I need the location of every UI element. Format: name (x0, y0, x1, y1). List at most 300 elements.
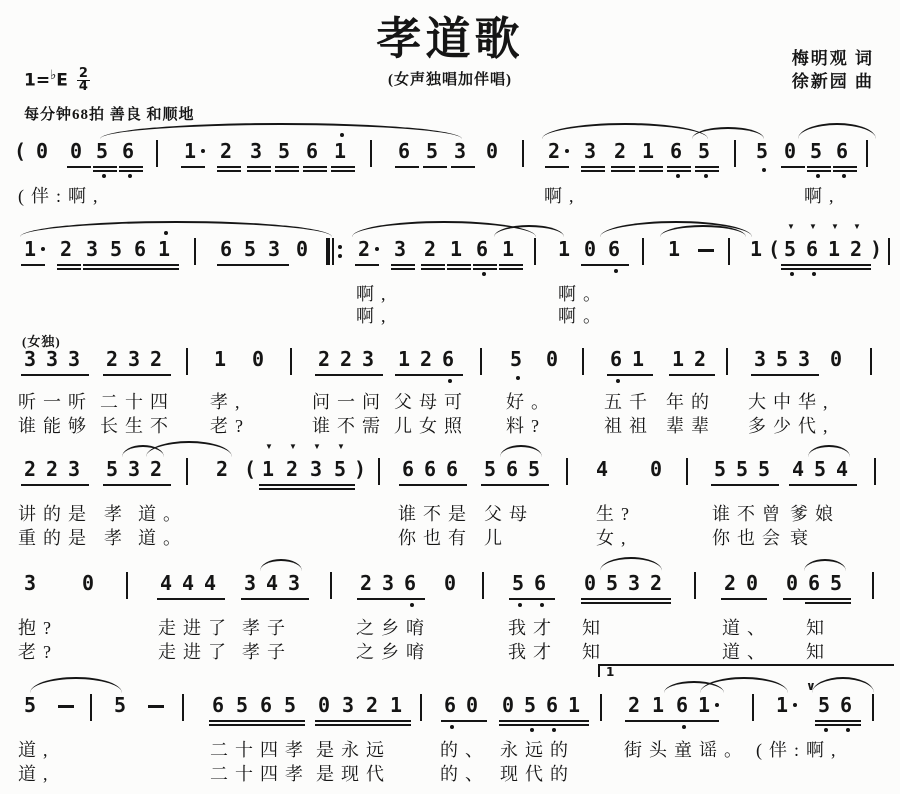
note-digit: 1 (668, 237, 681, 261)
note-digit: 2 (318, 347, 331, 371)
lyric-5-2: 老? (18, 642, 58, 662)
lyric-3-2: 料? (506, 416, 546, 436)
low-octave-dot (552, 728, 556, 732)
note-digit: 2 (360, 571, 373, 595)
lyric-1-1: 啊, (804, 186, 841, 206)
beam-underline (783, 598, 807, 600)
note-digit: 2 (358, 237, 371, 261)
note-digit: 3 (584, 139, 597, 163)
note-digit: 2 (650, 571, 663, 595)
note-digit: 3 (798, 347, 811, 371)
beam-underline (781, 264, 805, 266)
note-digit: 0 (36, 139, 49, 163)
low-octave-dot (614, 269, 618, 273)
note-digit: 0 (296, 237, 309, 261)
note-digit: 0 (318, 693, 331, 717)
beam-underline (265, 264, 289, 266)
note-digit: 3 (268, 237, 281, 261)
note-digit: 0 (444, 571, 457, 595)
note-digit: 0 (82, 571, 95, 595)
beam-underline (147, 484, 171, 486)
barline (566, 458, 568, 485)
beam-underline (847, 268, 871, 270)
beam-underline (481, 484, 505, 486)
beam-underline (209, 720, 233, 722)
lyric-6-1: 二十四孝 (210, 740, 310, 760)
accent-icon: ▼ (831, 222, 839, 231)
slur-arc (100, 123, 462, 139)
volta-label: 1 (606, 665, 615, 679)
note-digit: 3 (68, 347, 81, 371)
beam-underline (315, 724, 339, 726)
lyric-3-1: 大中华, (748, 392, 835, 412)
note-digit: 6 (840, 693, 853, 717)
composer-credit: 徐新园 曲 (791, 72, 874, 91)
beam-underline (447, 264, 471, 266)
note-digit: 6 (212, 693, 225, 717)
beam-underline (339, 720, 363, 722)
volta-bracket (598, 664, 894, 677)
low-octave-dot (128, 174, 132, 178)
beam-underline (283, 488, 307, 490)
lyric-3-1: 年的 (666, 392, 716, 412)
lyric-5-1: 孝子 (242, 618, 292, 638)
key-signature (24, 68, 90, 93)
beam-underline (155, 264, 179, 266)
note-digit: 2 (420, 347, 433, 371)
beam-underline (43, 374, 67, 376)
low-octave-dot (704, 174, 708, 178)
barline (734, 140, 736, 167)
lyric-6-1: 街头童谣。 (624, 740, 749, 760)
beam-underline (443, 484, 467, 486)
barline (186, 458, 188, 485)
slur-arc (804, 559, 846, 571)
lyric-6-2: 的、 (440, 764, 490, 784)
beam-underline (363, 724, 387, 726)
barline (600, 694, 602, 721)
lyric-4-1: 谁不曾 (712, 504, 787, 524)
barline (872, 694, 874, 721)
lyric-4-2: 儿 (484, 528, 509, 548)
slur-arc (542, 123, 708, 139)
beam-underline (363, 720, 387, 722)
note-digit: 4 (160, 571, 173, 595)
beam-underline (743, 598, 767, 600)
note-digit: 2 (628, 693, 641, 717)
note-digit: 0 (746, 571, 759, 595)
note-digit: 2 (286, 457, 299, 481)
barline (726, 348, 728, 375)
lyric-3-1: 好。 (506, 392, 556, 412)
beam-underline (581, 170, 605, 172)
beam-underline (811, 484, 835, 486)
barline (582, 348, 584, 375)
beam-underline (441, 720, 465, 722)
note-digit: 2 (724, 571, 737, 595)
beam-underline (565, 720, 589, 722)
dot-after-note (715, 703, 719, 707)
beam-underline (357, 598, 381, 600)
barline (182, 694, 184, 721)
parenthesis: ) (870, 237, 883, 261)
barline (534, 238, 536, 265)
meter-numerator: 2 (78, 66, 88, 82)
slur-arc (692, 127, 764, 139)
note-digit: 5 (818, 693, 831, 717)
beam-underline (611, 166, 635, 168)
breath-mark-icon: ∨ (806, 679, 816, 693)
note-digit: 3 (394, 237, 407, 261)
beam-underline (625, 602, 649, 604)
low-octave-dot (812, 272, 816, 276)
beam-underline (751, 374, 775, 376)
beam-underline (805, 598, 829, 600)
beam-underline (773, 374, 797, 376)
beam-underline (647, 598, 671, 600)
note-digit: 3 (628, 571, 641, 595)
beam-underline (179, 598, 203, 600)
beam-underline (807, 166, 831, 168)
beam-underline (387, 720, 411, 722)
note-digit: 3 (244, 571, 257, 595)
repeat-barline (332, 238, 334, 265)
lyric-5-1: 知 (582, 618, 607, 638)
note-digit: 3 (754, 347, 767, 371)
note-digit: 6 (220, 237, 233, 261)
lyric-5-1: 道、 (722, 618, 772, 638)
note-digit: 3 (128, 457, 141, 481)
note-digit: 1 (558, 237, 571, 261)
accent-icon: ▼ (265, 442, 273, 451)
lyric-3-2: 辈辈 (666, 416, 716, 436)
lyric-6-1: 的、 (440, 740, 490, 760)
song-title: 孝道歌 (376, 12, 524, 65)
beam-underline (473, 264, 497, 266)
low-octave-dot (450, 725, 454, 729)
dot-after-note (375, 247, 379, 251)
lyric-3-2: 谁能够 (18, 416, 93, 436)
beam-underline (721, 598, 745, 600)
note-digit: 1 (450, 237, 463, 261)
beam-underline (421, 268, 445, 270)
lyric-2-1: 啊。 (558, 284, 608, 304)
slur-arc (146, 441, 232, 457)
note-digit: 5 (426, 139, 439, 163)
lyric-3-2: 老? (210, 416, 250, 436)
lyric-4-2: 道。 (138, 528, 188, 548)
lyric-4-1: 父母 (484, 504, 534, 524)
lyric-4-2: 重的是 (18, 528, 93, 548)
barline (522, 140, 524, 167)
beam-underline (57, 268, 81, 270)
beam-underline (93, 166, 117, 168)
beam-underline (521, 720, 545, 722)
beam-underline (303, 166, 327, 168)
barline (728, 238, 730, 265)
lyric-6-1: 永远的 (500, 740, 575, 760)
note-digit: 4 (266, 571, 279, 595)
beam-underline (805, 602, 829, 604)
note-digit: 5 (244, 237, 257, 261)
beam-underline (847, 264, 871, 266)
note-digit: 3 (86, 237, 99, 261)
beam-underline (451, 166, 475, 168)
note-digit: 0 (830, 347, 843, 371)
beam-underline (83, 268, 107, 270)
beam-underline (241, 598, 265, 600)
note-digit: 6 (546, 693, 559, 717)
beam-underline (837, 724, 861, 726)
beam-underline (795, 374, 819, 376)
beam-underline (499, 268, 523, 270)
beam-underline (755, 484, 779, 486)
beam-underline (789, 484, 813, 486)
lyric-5-2: 之乡唷 (356, 642, 431, 662)
beam-underline (395, 374, 419, 376)
note-digit: 6 (424, 457, 437, 481)
accent-icon: ▼ (787, 222, 795, 231)
note-digit: 0 (252, 347, 265, 371)
lyric-4-2: 孝 (104, 528, 129, 548)
beam-underline (803, 264, 827, 266)
beam-underline (781, 166, 805, 168)
note-digit: 1 (262, 457, 275, 481)
dot-after-note (793, 703, 797, 707)
beam-underline (499, 264, 523, 266)
beam-underline (543, 720, 567, 722)
note-digit: 5 (714, 457, 727, 481)
lyric-6-2: 二十四孝 (210, 764, 310, 784)
note-digit: 0 (70, 139, 83, 163)
note-digit: 2 (694, 347, 707, 371)
beam-underline (331, 488, 355, 490)
barline (370, 140, 372, 167)
beam-underline (391, 268, 415, 270)
note-digit: 2 (548, 139, 561, 163)
time-signature (77, 68, 90, 93)
note-digit: 1 (214, 347, 227, 371)
note-digit: 5 (736, 457, 749, 481)
note-digit: 6 (442, 347, 455, 371)
beam-underline (217, 264, 241, 266)
lyric-5-2: 道、 (722, 642, 772, 662)
low-octave-dot (518, 603, 522, 607)
lyric-4-2: 你也有 (398, 528, 473, 548)
note-digit: 5 (114, 693, 127, 717)
beam-underline (259, 488, 283, 490)
note-digit: 1 (776, 693, 789, 717)
barline (888, 238, 890, 265)
note-digit: 2 (106, 347, 119, 371)
note-digit: 5 (106, 457, 119, 481)
beam-underline (581, 598, 605, 600)
barline (870, 348, 872, 375)
note-digit: 2 (150, 457, 163, 481)
lyric-4-1: 爹娘 (790, 504, 840, 524)
slur-arc (30, 677, 122, 693)
repeat-barline (326, 238, 330, 265)
beam-underline (695, 720, 719, 722)
beam-underline (837, 720, 861, 722)
lyric-4-2: 女, (596, 528, 633, 548)
lyric-1-1: 啊, (544, 186, 581, 206)
note-digit: 0 (650, 457, 663, 481)
note-digit: 3 (46, 347, 59, 371)
lyric-5-1: 我才 (508, 618, 558, 638)
beam-underline (565, 724, 589, 726)
note-digit: 3 (250, 139, 263, 163)
dot-after-note (41, 247, 45, 251)
beam-underline (581, 166, 605, 168)
lyricist-credit: 梅明观 词 (791, 49, 874, 68)
key-prefix: 1= (24, 70, 51, 91)
slur-arc (20, 221, 332, 237)
beam-underline (695, 170, 719, 172)
beam-underline (83, 264, 107, 266)
low-octave-dot (540, 603, 544, 607)
beam-underline (21, 374, 45, 376)
beam-underline (499, 720, 523, 722)
beam-underline (119, 166, 143, 168)
parenthesis: ( (244, 457, 257, 481)
meter-denominator: 4 (78, 79, 88, 95)
note-digit: 6 (404, 571, 417, 595)
note-digit: 5 (756, 139, 769, 163)
beam-underline (119, 170, 143, 172)
lyric-3-1: 五千 (604, 392, 654, 412)
note-digit: 0 (584, 571, 597, 595)
lyric-4-1: 生? (596, 504, 636, 524)
lyric-6-1: 道, (18, 740, 55, 760)
note-digit: 5 (528, 457, 541, 481)
beam-underline (275, 170, 299, 172)
beam-underline (307, 488, 331, 490)
lyric-2-2: 啊, (356, 306, 393, 326)
note-digit: 3 (68, 457, 81, 481)
note-digit: 3 (24, 571, 37, 595)
slur-arc (812, 677, 874, 693)
beam-underline (673, 720, 697, 722)
barline (482, 572, 484, 599)
credits-block (792, 47, 874, 93)
beam-underline (825, 268, 849, 270)
lyric-3-2: 多少代, (748, 416, 835, 436)
lyric-6-1: 是永远 (316, 740, 391, 760)
note-digit: 6 (608, 237, 621, 261)
accent-icon: ▼ (853, 222, 861, 231)
beam-underline (233, 724, 257, 726)
note-digit: 1 (502, 237, 515, 261)
beam-underline (247, 166, 271, 168)
beam-underline (525, 484, 549, 486)
beam-underline (815, 720, 839, 722)
beam-underline (639, 170, 663, 172)
note-digit: 2 (614, 139, 627, 163)
note-digit: 2 (150, 347, 163, 371)
note-digit: 2 (850, 237, 863, 261)
beam-underline (603, 598, 627, 600)
beam-underline (355, 264, 379, 266)
lyric-2-1: 啊, (356, 284, 393, 304)
lyric-6-2: 道, (18, 764, 55, 784)
beam-underline (647, 602, 671, 604)
parenthesis: ) (354, 457, 367, 481)
barline (694, 572, 696, 599)
beam-underline (281, 720, 305, 722)
barline (194, 238, 196, 265)
beam-underline (259, 484, 283, 486)
note-digit: 6 (306, 139, 319, 163)
note-digit: 6 (806, 237, 819, 261)
beam-underline (21, 484, 45, 486)
note-digit: 6 (398, 139, 411, 163)
beam-underline (473, 268, 497, 270)
note-digit: 1 (642, 139, 655, 163)
held-note-dash (58, 705, 74, 708)
low-octave-dot (482, 272, 486, 276)
beam-underline (285, 598, 309, 600)
beam-underline (339, 724, 363, 726)
note-digit: 4 (792, 457, 805, 481)
note-digit: 3 (128, 347, 141, 371)
barline (420, 694, 422, 721)
slur-arc (600, 557, 662, 571)
note-digit: 4 (836, 457, 849, 481)
dot-after-note (201, 149, 205, 153)
held-note-dash (148, 705, 164, 708)
note-digit: 5 (830, 571, 843, 595)
note-digit: 5 (758, 457, 771, 481)
repeat-dot (338, 245, 342, 249)
beam-underline (21, 264, 45, 266)
parenthesis: ( (768, 237, 781, 261)
beam-underline (241, 264, 265, 266)
beam-underline (629, 374, 653, 376)
beam-underline (733, 484, 757, 486)
note-digit: 6 (610, 347, 623, 371)
beam-underline (807, 170, 831, 172)
slur-arc (260, 559, 302, 571)
slur-arc (700, 677, 788, 693)
beam-underline (531, 598, 555, 600)
note-digit: 2 (340, 347, 353, 371)
note-digit: 6 (444, 693, 457, 717)
lyric-3-1: 问一问 (312, 392, 387, 412)
beam-underline (67, 166, 91, 168)
held-note-dash (698, 249, 714, 252)
beam-underline (233, 720, 257, 722)
note-digit: 5 (284, 693, 297, 717)
note-digit: 0 (584, 237, 597, 261)
key-letter: E (56, 70, 68, 91)
note-digit: 6 (122, 139, 135, 163)
barline (872, 572, 874, 599)
beam-underline (275, 166, 299, 168)
beam-underline (815, 724, 839, 726)
beam-underline (331, 484, 355, 486)
lyric-5-2: 我才 (508, 642, 558, 662)
beam-underline (639, 166, 663, 168)
note-digit: 3 (288, 571, 301, 595)
lyric-4-1: 讲的是 (18, 504, 93, 524)
barline (480, 348, 482, 375)
lyric-4-1: 道。 (138, 504, 188, 524)
note-digit: 1 (698, 693, 711, 717)
beam-underline (669, 374, 693, 376)
note-digit: 4 (182, 571, 195, 595)
note-digit: 2 (46, 457, 59, 481)
